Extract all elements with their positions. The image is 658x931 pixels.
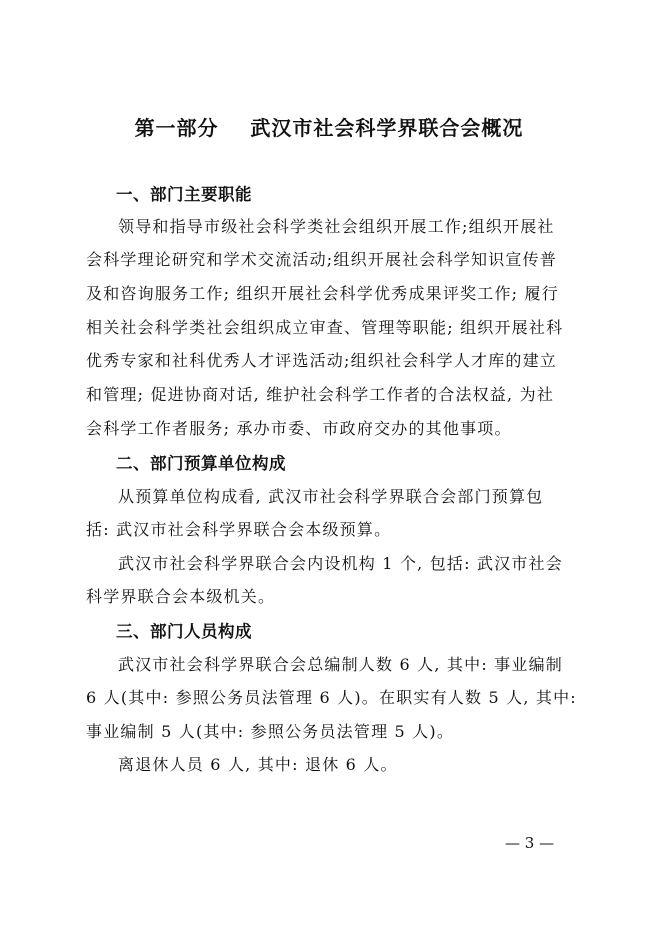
- paragraph-line: 领导和指导市级社会科学类社会组织开展工作;组织开展社: [118, 217, 555, 236]
- paragraph-line: 优秀专家和社科优秀人才评选活动;组织社会科学人才库的建立: [86, 351, 557, 370]
- paragraph-line: 括: 武汉市社会科学界联合会本级预算。: [86, 520, 392, 539]
- paragraph-line: 及和咨询服务工作; 组织开展社会科学优秀成果评奖工作; 履行: [86, 284, 559, 303]
- paragraph-line: 会科学工作者服务; 承办市委、市政府交办的其他事项。: [86, 419, 512, 438]
- section-heading-budget-units: 二、部门预算单位构成: [116, 454, 286, 473]
- paragraph-line: 6 人(其中: 参照公务员法管理 6 人)。在职实有人数 5 人, 其中:: [86, 688, 577, 707]
- section-heading-functions: 一、部门主要职能: [116, 185, 252, 204]
- paragraph-line: 武汉市社会科学界联合会内设机构 1 个, 包括: 武汉市社会: [118, 554, 564, 573]
- paragraph-line: 从预算单位构成看, 武汉市社会科学界联合会部门预算包: [118, 487, 544, 506]
- paragraph-line: 科学界联合会本级机关。: [86, 587, 276, 606]
- paragraph-line: 离退休人员 6 人, 其中: 退休 6 人。: [118, 755, 398, 774]
- paragraph-line: 会科学理论研究和学术交流活动;组织开展社会科学知识宣传普: [86, 250, 557, 269]
- paragraph-line: 相关社会科学类社会组织成立审查、管理等职能; 组织开展社科: [86, 318, 564, 337]
- paragraph-line: 事业编制 5 人(其中: 参照公务员法管理 5 人)。: [86, 722, 455, 741]
- page-title: 第一部分 武汉市社会科学界联合会概况: [134, 116, 524, 140]
- paragraph-line: 武汉市社会科学界联合会总编制人数 6 人, 其中: 事业编制: [118, 655, 564, 674]
- paragraph-line: 和管理; 促进协商对话, 维护社会科学工作者的合法权益, 为社: [86, 385, 555, 404]
- page-number: — 3 —: [505, 834, 555, 852]
- section-heading-staffing: 三、部门人员构成: [116, 622, 252, 641]
